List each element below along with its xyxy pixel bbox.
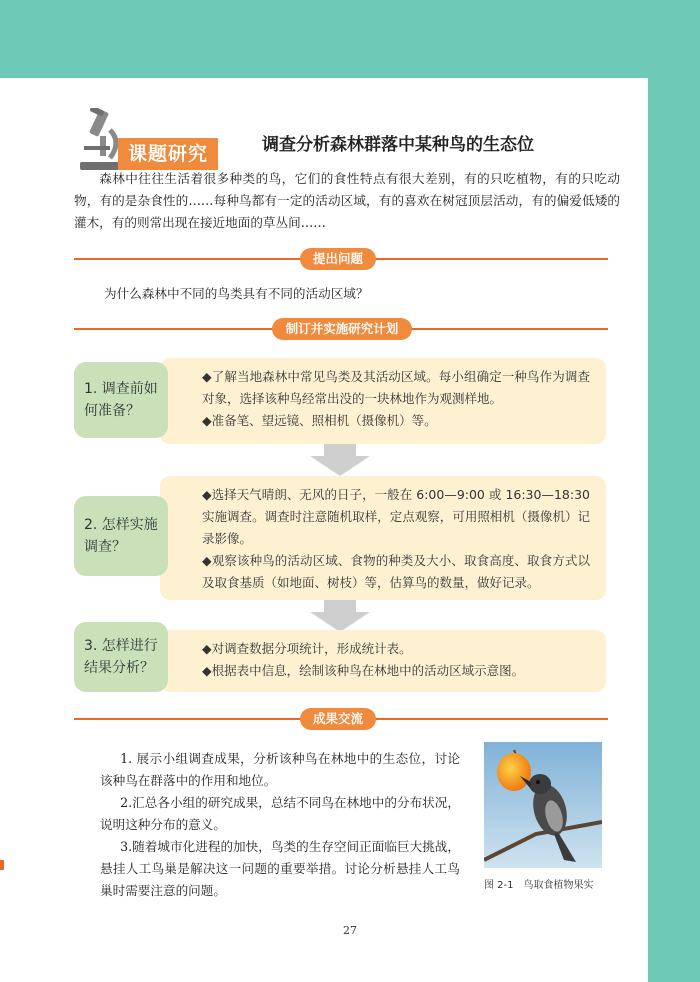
edge-marker [0,860,4,870]
down-arrow-icon [308,444,372,476]
section-plan [74,318,608,340]
step-item: ◆了解当地森林中常见鸟类及其活动区域。每小组确定一种鸟作为调查对象，选择该种鸟经常出没的一块林地作为观测样地。 [202,369,590,406]
step-item: ◆观察该种鸟的活动区域、食物的种类及大小、取食高度、取食方式以及取食基质（如地面、树枝）等，估算鸟的数量，做好记录。 [202,553,590,590]
step-item: ◆对调查数据分项统计，形成统计表。 [202,641,412,656]
step-1-label: 1. 调查前如何准备？ [74,362,168,438]
section-heading: 提出问题 [300,248,376,270]
page-number: 27 [343,924,357,937]
step-2-label: 2. 怎样实施调查？ [74,496,168,576]
top-teal-band [0,0,700,78]
section-results [74,708,608,730]
list-item: 1. 展示小组调查成果，分析该种鸟在林地中的生态位，讨论该种鸟在群落中的作用和地位。 [100,751,460,788]
step-item: ◆准备笔、望远镜、照相机（摄像机）等。 [202,413,437,428]
list-item: 3.随着城市化进程的加快，鸟类的生存空间正面临巨大挑战，悬挂人工鸟巢是解决这一问题的重要举措。讨论分析悬挂人工鸟巢时需要注意的问题。 [100,839,460,898]
step-1-content [160,358,606,444]
step-3-content [160,630,606,692]
intro-paragraph: 森林中往往生活着很多种类的鸟，它们的食性特点有很大差别，有的只吃植物，有的只吃动物，有的是杂食性的……每种鸟都有一定的活动区域，有的喜欢在树冠顶层活动，有的偏爱低矮的灌木，有的则常出现在接近地面的草丛间…… [74,171,620,230]
topic-badge: 课题研究 [118,138,218,170]
research-question: 为什么森林中不同的鸟类具有不同的活动区域？ [104,286,369,301]
step-2-content [160,476,606,600]
step-item: ◆选择天气晴朗、无风的日子，一般在 6:00—9:00 或 16:30—18:30 实施调查。调查时注意随机取样，定点观察，可用照相机（摄像机）记录影像。 [202,487,590,546]
right-teal-band [648,0,700,982]
bird-photo [484,742,602,868]
figure-caption: 图 2-1 鸟取食植物果实 [484,880,594,891]
down-arrow-icon [308,600,372,632]
section-question [74,248,608,270]
step-item: ◆根据表中信息，绘制该种鸟在林地中的活动区域示意图。 [202,663,525,678]
section-heading: 制订并实施研究计划 [272,318,412,340]
results-list [100,748,460,902]
step-3-label: 3. 怎样进行结果分析？ [74,622,168,692]
page-title: 调查分析森林群落中某种鸟的生态位 [262,135,534,155]
section-heading: 成果交流 [300,708,376,730]
list-item: 2.汇总各小组的研究成果，总结不同鸟在林地中的分布状况，说明这种分布的意义。 [100,795,460,832]
